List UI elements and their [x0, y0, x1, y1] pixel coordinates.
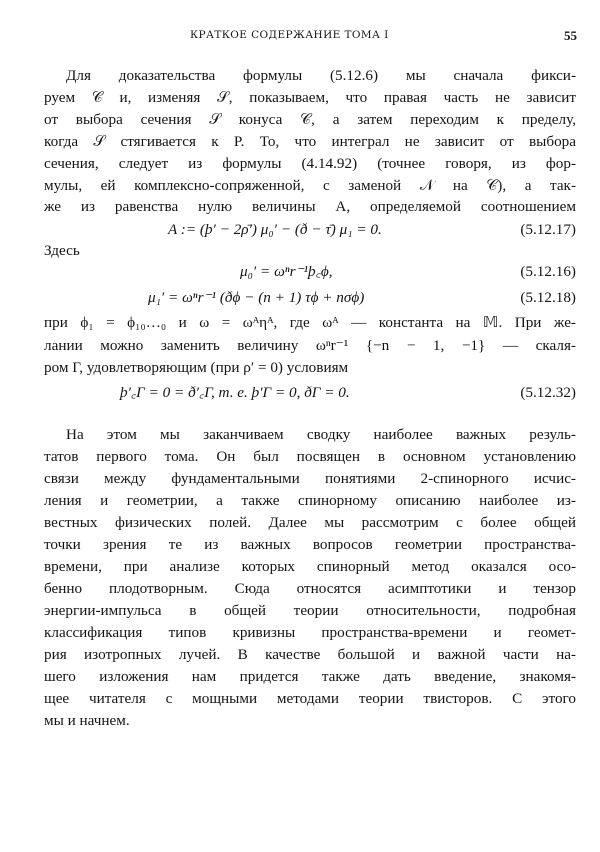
- equation-number: (5.12.32): [520, 384, 576, 401]
- text-line: бенно плодотворным. Сюда относятся асимптотики и тензор: [44, 580, 576, 597]
- text-line: щее читателя с мощными методами теории твисторов. С этого: [44, 690, 576, 707]
- text-line: На этом мы заканчиваем сводку наиболее важных резуль-: [66, 426, 576, 443]
- text-line: шего изложения нам придется также дать введение, знакомя-: [44, 668, 576, 685]
- equation-number: (5.12.17): [520, 221, 576, 238]
- text-line: точки зрения те из важных вопросов геометрии пространства-: [44, 536, 576, 553]
- text-line: рия изотропных лучей. В качестве большой и важной части на-: [44, 646, 576, 663]
- equation-5-12-16: [44, 261, 576, 283]
- equation-expression: μ₀′ = ωⁿr⁻¹þ꜀ϕ,: [240, 263, 333, 280]
- text-line: сечения, следует из формулы (4.14.92) (точнее говоря, из фор-: [44, 155, 576, 172]
- equation-expression: μ₁′ = ωⁿr⁻¹ (ðϕ − (n + 1) τϕ + nσϕ): [148, 289, 365, 306]
- text-line: руем 𝒞 и, изменяя 𝒮, показываем, что правая часть не зависит: [44, 89, 576, 106]
- text-line: от выбора сечения 𝒮 конуса 𝒞, а затем переходим к пределу,: [44, 111, 576, 128]
- text-line: татов первого тома. Он был посвящен в основном установлению: [44, 448, 576, 465]
- text-line: вестных физических полей. Далее мы рассмотрим с более общей: [44, 514, 576, 531]
- text-line: Здесь: [44, 242, 80, 259]
- equation-expression: A := (þ′ − 2ρ̄′) μ₀′ − (ð − τ̄) μ₁ = 0.: [168, 221, 382, 238]
- text-line: мулы, ей комплексно-сопряженной, с заменой 𝒩 на 𝒞), а так-: [44, 177, 576, 194]
- text-line: связи между фундаментальными понятиями 2-спинорного исчис-: [44, 470, 576, 487]
- equation-expression: þ′꜀Γ = 0 = ð′꜀Γ, т. е. þ′Γ = 0, ðΓ = 0.: [120, 384, 350, 401]
- equation-number: (5.12.16): [520, 263, 576, 280]
- text-line: ром Γ, удовлетворяющим (при ρ′ = 0) условиям: [44, 359, 349, 376]
- text-line: при ϕ₁ = ϕ₁₀…₀ и ω = ωᴬηᴬ, где ωᴬ — константа на 𝕄. При же-: [44, 314, 576, 331]
- text-line: когда 𝒮 стягивается к P. То, что интеграл не зависит от выбора: [44, 133, 576, 150]
- text-line: времени, при анализе которых спинорный метод оказался осо-: [44, 558, 576, 575]
- equation-5-12-17: [44, 219, 576, 241]
- equation-5-12-18: [44, 287, 576, 309]
- equation-5-12-32: [44, 382, 576, 404]
- equation-number: (5.12.18): [520, 289, 576, 306]
- text-line: ления и геометрии, а также спинорному описанию наиболее из-: [44, 492, 576, 509]
- text-line: лании можно заменить величину ωⁿr⁻¹ {−n − 1, −1} — скаля-: [44, 337, 576, 354]
- text-line: энергии-импульса в общей теории относительности, подробная: [44, 602, 576, 619]
- page-number: 55: [564, 28, 577, 43]
- text-line: Для доказательства формулы (5.12.6) мы сначала фикси-: [66, 67, 576, 84]
- text-line: же из равенства нулю величины A, определяемой соотношением: [44, 198, 576, 215]
- text-line: мы и начнем.: [44, 712, 130, 729]
- running-head: КРАТКОЕ СОДЕРЖАНИЕ ТОМА I: [190, 29, 389, 41]
- text-line: классификация типов кривизны пространства-времени и геомет-: [44, 624, 576, 641]
